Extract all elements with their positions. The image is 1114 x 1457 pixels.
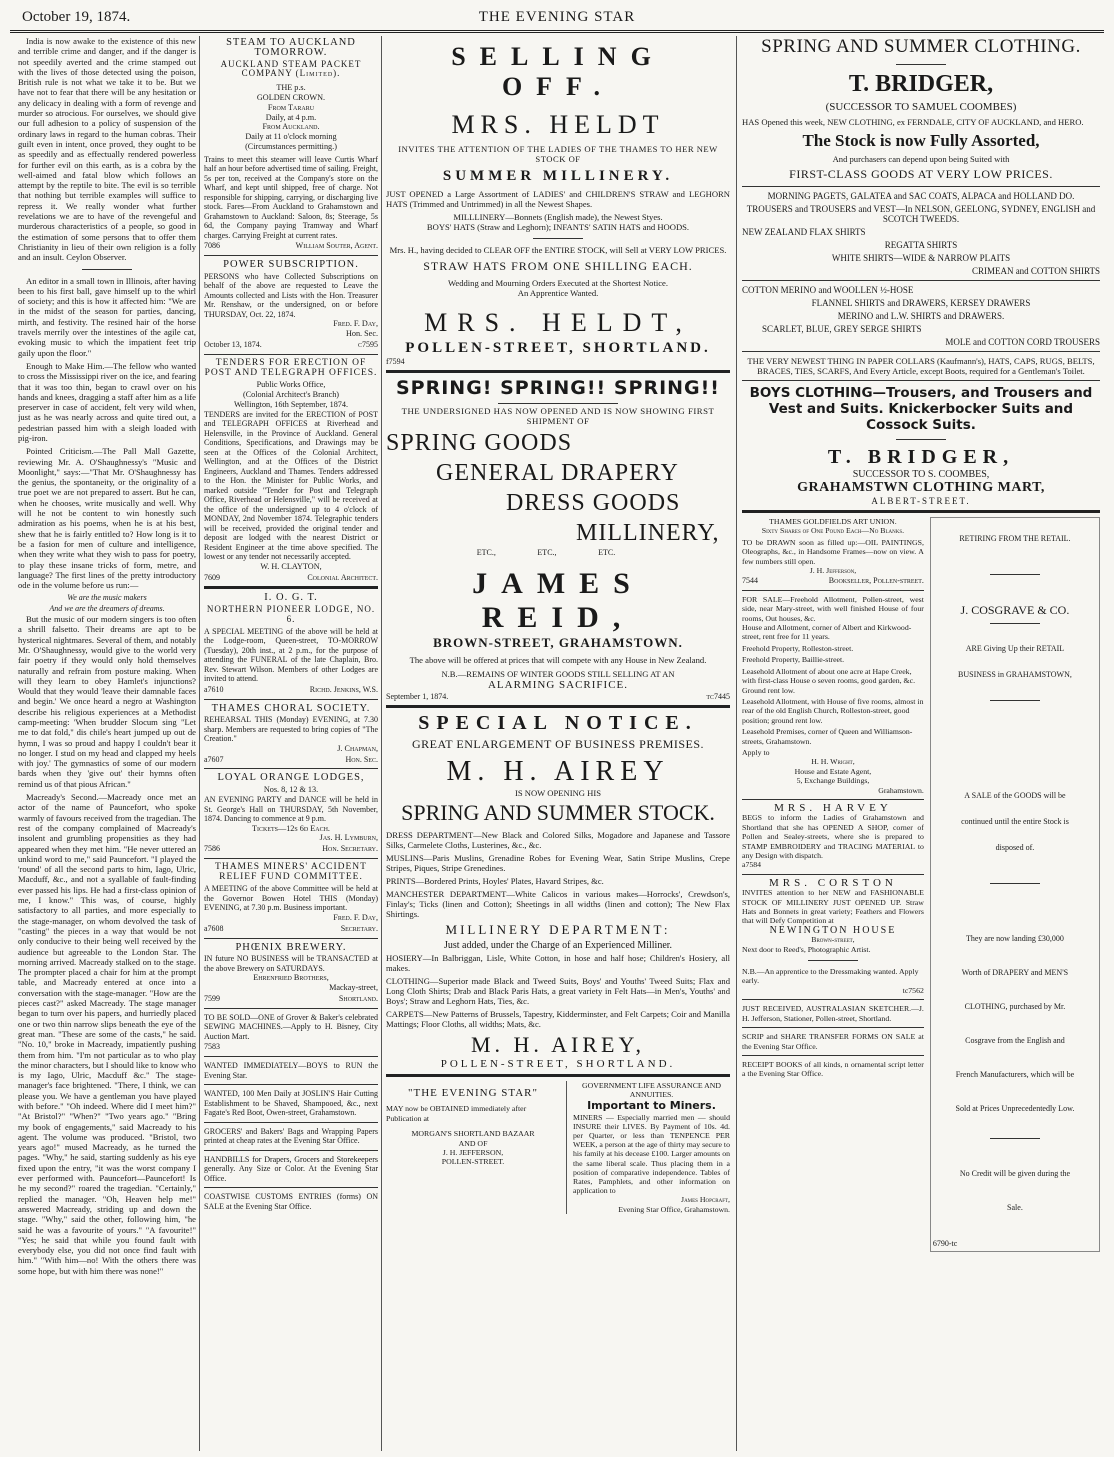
divider — [742, 799, 924, 800]
department-line: PRINTS—Bordered Prints, Hoyles' Plates, Havard Stripes, &c. — [386, 876, 604, 886]
shop-address: Brown-street, — [811, 935, 855, 945]
ad-place: Public Works Office, — [256, 380, 326, 390]
ad-title: TENDERS FOR ERECTION OF POST AND TELEGRAPH OFFICES. — [204, 357, 378, 378]
divider — [386, 370, 730, 373]
divider — [204, 354, 378, 355]
signature: James Hopcraft, — [681, 1195, 730, 1205]
ad-grocers: GROCERS' and Bakers' Bags and Wrapping Papers printed at cheap rates at the Evening Star Office. — [204, 1126, 378, 1146]
column-divider — [736, 36, 737, 1451]
ad-text: INVITES attention to her NEW and FASHIONABLE STOCK OF MILLINERY JUST OPENED UP. Straw Hats and Bonnets in great variety; Feathers and Flowers that will Defy Competition at — [742, 888, 924, 926]
agent-name: J. H. JEFFERSON, — [442, 1148, 504, 1158]
ad-headline: "THE EVENING STAR" — [408, 1087, 538, 1099]
sale-item: Leasehold Allotment, with House of five rooms, almost in rear of the old English Church, Rolleston-street, good position; ground rent low. — [742, 696, 924, 725]
ad-title: I. O. G. T. — [264, 592, 318, 604]
ad-text: MINERS — Especially married men — should INSURE their LIVES. By Payment of 10s. 4d. per Quarter, or less than TENPENCE PER WEEK, a person at the age of thirty may secure to his family at his decease £100. Larger amounts on the same liberal scale. Thus placing them in a position of comparative independence. Tables of Rates, Pamphlets, and other information on application to — [573, 1112, 730, 1196]
schedule: Daily, at 4 p.m. — [265, 112, 317, 122]
sale-item: House and Allotment, corner of Albert and Kirkwood-street, rent free for 11 years. — [742, 623, 912, 642]
ad-body: IN future NO BUSINESS will be TRANSACTED at the above Brewery on SATURDAYS. — [204, 954, 378, 973]
ad-place: (Colonial Architect's Branch) — [242, 390, 340, 400]
divider — [82, 269, 132, 270]
department-line: CARPETS—New Patterns of Brussels, Tapestry, Kidderminster, and Felt Carpets; Coir and Manilla Mattings; Floor Cloths, all widths; Mats, &c. — [386, 1009, 730, 1029]
divider — [742, 1055, 924, 1056]
ad-number: a7607 — [204, 754, 224, 764]
ad-receipt: RECEIPT BOOKS of all kinds, n ornamental script letter a the Evening Star Office. — [742, 1059, 924, 1079]
ship-name: GOLDEN CROWN. — [256, 92, 326, 102]
shop-name: NEWINGTON HOUSE — [769, 924, 897, 936]
stock-line: COTTON MERINO and WOOLLEN ½-HOSE — [742, 285, 914, 295]
column-news — [18, 36, 196, 1453]
ad-number: 7086 — [204, 241, 220, 251]
advertiser-address: ALBERT-STREET. — [871, 496, 971, 506]
issue-date: October 19, 1874. — [22, 9, 131, 25]
agent-name: MORGAN'S SHORTLAND BAZAAR — [411, 1129, 535, 1139]
ad-evening-star — [386, 1081, 566, 1214]
agent-address: POLLEN-STREET. — [441, 1157, 505, 1167]
ad-text: They are now landing £30,000 — [965, 934, 1064, 943]
column-notices — [204, 36, 378, 1453]
ad-text: FOR SALE—Freehold Allotment, Pollen-street, west side, near Mary-street, with well finished House of four rooms, Out houses, &c. — [742, 594, 924, 623]
small-ads — [742, 517, 930, 1252]
signature-role: Hon. Sec. — [345, 754, 378, 764]
column-divider — [381, 36, 382, 1451]
ad-headline: SELLING OFF. — [451, 42, 665, 101]
goods-line: SPRING GOODS — [386, 430, 573, 456]
signature: J. H. Jefferson, — [809, 566, 857, 576]
ad-body: AN EVENING PARTY and DANCE will be held in St. George's Hall on THURSDAY, 5th November, 1874. Dancing to commence at 9 p.m. — [204, 795, 378, 823]
divider — [204, 699, 378, 700]
divider — [808, 960, 858, 961]
ad-text: MAY now be OBTAINED immediately after Publication at — [386, 1104, 527, 1123]
ad-body: PERSONS who have Collected Subscriptions on behalf of the above are requested to Leave the Amounts collected and Lists with the Hon. Treasurer Mr. Renshaw, or the undersigned, on or before THURSDAY, Oct. 22, 1874. — [204, 271, 378, 319]
divider — [204, 1122, 378, 1123]
ad-number: tc7562 — [902, 985, 924, 995]
ad-text: IS NOW OPENING HIS — [514, 788, 602, 798]
divider — [896, 64, 946, 65]
stock-line: WHITE SHIRTS—WIDE & NARROW PLAITS — [831, 253, 1011, 263]
department-line: DRESS DEPARTMENT—New Black and Colored Silks, Mogadore and Japanese and Tassore Silks, Carmelete Cloths, Lusterines, &c., &c. — [386, 830, 730, 850]
ad-body: Trains to meet this steamer will leave Curtis Wharf half an hour before advertised time of sailing. Freight, 5s per ton, received at the Company's store on the Wharf, and kept until shipped, free of charge. Not responsible for shipping, carrying, or discharging live stock. Fares—From Auckland to Grahamstown and Grahamstown to Auckland: Saloon, 8s; Steerage, 5s 6d, the Company paying Tramway and Wharf charges. Carrying Freight at current rates. — [204, 154, 378, 240]
ad-scrip: SCRIP and SHARE TRANSFER FORMS ON SALE at the Evening Star Office. — [742, 1032, 924, 1051]
ad-title: PHŒNIX BREWERY. — [235, 941, 347, 953]
ad-tenders — [204, 359, 378, 583]
ad-subtitle: NORTHERN PIONEER LODGE, NO. 6. — [206, 604, 376, 624]
ad-text: THE UNDERSIGNED HAS NOW OPENED AND IS NOW SHOWING FIRST SHIPMENT OF — [401, 406, 715, 426]
signature-role: Hon. Sec. — [345, 329, 378, 339]
ad-heldt — [386, 42, 730, 366]
divider — [896, 439, 946, 440]
ad-headline: SPRING! SPRING!! SPRING!! — [396, 377, 720, 399]
sale-list — [742, 623, 924, 746]
divider — [498, 403, 618, 404]
ad-number: 6790-tc — [932, 1239, 958, 1248]
poem-line: And we are the dreamers of dreams. — [49, 603, 165, 613]
ad-number: tc7445 — [706, 692, 730, 701]
ad-cosgrave — [930, 517, 1100, 1252]
article-enough: Enough to Make Him.—The fellow who wanted to cross the Mississippi river on the ice, and fearing that it was too thin, began to crawl over on his hands and knees, dragging a staff after him as a life preserver in case of accident, felt very wild when, just as he was nearly across and quite tired out, a pedestrian passed him with a sleigh loaded with pig-iron. — [18, 360, 196, 443]
ad-headline: RETIRING FROM THE RETAIL. — [959, 534, 1071, 543]
divider — [204, 858, 378, 859]
ad-number: 7583 — [204, 1042, 220, 1052]
divider — [204, 768, 378, 769]
stock-line: MOLE and COTTON CORD TROUSERS — [945, 337, 1100, 347]
ad-number: 7609 — [204, 572, 220, 582]
advertiser-name: T. BRIDGER, — [848, 71, 994, 97]
ad-subheadline: BOYS CLOTHING—Trousers, and Trousers and Vest and Suits. Knickerbocker Suits and Cossock Suits. — [749, 385, 1093, 433]
ad-text: HAS Opened this week, NEW CLOTHING, ex FERNDALE, CITY OF AUCKLAND, and HERO. — [742, 117, 1084, 127]
ad-number: c7595 — [357, 339, 378, 349]
advertiser-name: T. BRIDGER, — [827, 446, 1015, 468]
newspaper-title: THE EVENING STAR — [478, 9, 636, 25]
ad-subheadline: ALARMING SACRIFICE. — [487, 679, 628, 691]
company-name: AUCKLAND STEAM PACKET COMPANY (Limited). — [220, 58, 362, 79]
column-divider — [199, 36, 200, 1451]
ad-body: TENDERS are invited for the ERECTION of POST and TELEGRAPH OFFICES at Riverhead and Helensville, in the Province of Auckland. General Conditions, Specifications, and Drawings may be seen at the Offices of the Colonial Architect, Wellington, and at the Offices of the District Engineers, Auckland and Thames. Tenders addressed to the Hon. the Minister for Public Works, and marked outside "Tender for Post and Telegraph Office, Riverhead or Helensville," will be received at the office of the undersigned up to 4 o'clock of MONDAY, 2nd November 1874. Telegraphic tenders will be received, provided the original tender and deposit are lodged with the nearest District or Resident Engineer at the time above specified. The lowest or any tender not necessarily accepted. — [204, 409, 378, 562]
ad-body: A SPECIAL MEETING of the above will be held at the Lodge-room, Queen-street, TO-MORROW (Tuesday), 20th inst., at 2 p.m., for the purpose of attending the FUNERAL of the late Chaplain, Bro. Rev. Stewart Wilson. Members of other Lodges are invited to attend. — [204, 626, 378, 684]
ad-text: Just added, under the Charge of an Experienced Milliner. — [443, 940, 673, 951]
ad-text: THE VERY NEWEST THING IN PAPER COLLARS (Kaufmann's), HATS, CAPS, RUGS, BELTS, BRACES, TIES, SCARFS, And Every Article, except Boots, required for a Gentleman's Toilet. — [747, 356, 1095, 376]
article-criticism: Pointed Criticism.—The Pall Mall Gazette, reviewing Mr. A. O'Shaughnessy's "Music and Moonlight," says:—"That Mr. O'Shaughnessy has the genius, the spontaneity, or the originality of a true poet we are not prepared to assert. But he can, when he chooses, write musically and well. Why will he not be content to win honestly such admiration as his poems, when he is at his best, shew that he is fairly entitled to? How long is it to be a fasion for men of culture and intelligence, when they write what they wish to pass for poetry, to play these insane tricks of form, metre, and language? The first lines of the pretty introductory ode in the volume before us run:— — [18, 446, 196, 591]
divider — [742, 1027, 924, 1028]
ad-body: A MEETING of the above Committee will be held at the Governor Bowen Hotel THIS (Monday) EVENING, at 7.30 p.m. Business important. — [204, 884, 378, 913]
ad-title: GOVERNMENT LIFE ASSURANCE AND ANNUITIES. — [581, 1081, 722, 1100]
ad-miners-relief — [204, 863, 378, 934]
stock-line: NEW ZEALAND FLAX SHIRTS — [742, 227, 866, 237]
advertiser-address: POLLEN-STREET, SHORTLAND. — [405, 340, 711, 356]
stock-line: CRIMEAN and COTTON SHIRTS — [971, 266, 1100, 276]
ad-text: JUST OPENED a Large Assortment of LADIES' and CHILDREN'S STRAW and LEGHORN HATS (Trimmed and Untrimmed) in all the Newest Shapes. — [386, 189, 730, 209]
ad-text: Sold at Prices Unprecedentedly Low. — [955, 1104, 1075, 1113]
ad-text: Sale. — [1007, 1203, 1023, 1212]
ad-choral — [204, 704, 378, 765]
signature-role: House and Estate Agent, — [794, 766, 872, 776]
signature: H. H. Wright, — [811, 757, 855, 767]
signature-role: Hon. Secretary. — [322, 844, 378, 854]
ad-wanted-boys: WANTED IMMEDIATELY—BOYS to RUN the Evening Star. — [204, 1061, 378, 1080]
stock-line: FLANNEL SHIRTS and DRAWERS, KERSEY DRAWERS — [811, 298, 1031, 308]
ad-text: And purchasers can depend upon being Suited with — [832, 154, 1010, 164]
ad-phoenix — [204, 943, 378, 1004]
shop-address: Next door to Reed's, Photographic Artist. — [742, 944, 871, 954]
department-heading: MILLINERY DEPARTMENT: — [445, 922, 671, 937]
ad-number: 7599 — [204, 993, 220, 1003]
ad-text: The above will be offered at prices that will compete with any House in New Zealand. — [409, 655, 707, 665]
stock-line: MERINO and L.W. SHIRTS and DRAWERS. — [837, 311, 1005, 321]
ad-text: Worth of DRAPERY and MEN'S — [961, 968, 1069, 977]
ad-james-reid — [386, 377, 730, 701]
poem-line: We are the music makers — [67, 593, 147, 603]
ad-text: No Credit will be given during the — [959, 1169, 1071, 1178]
ad-text: Apply to — [742, 747, 770, 757]
sale-item: Freehold Property, Baillie-street. — [742, 655, 845, 665]
ad-power — [204, 260, 378, 350]
ad-headline: Important to Miners. — [587, 1099, 716, 1113]
divider — [204, 938, 378, 939]
divider — [742, 380, 1100, 381]
advertiser-name: JAMES REID, — [472, 567, 644, 634]
signature-address: Evening Star Office, Grahamstown. — [618, 1204, 730, 1214]
ad-date: September 1, 1874. — [386, 692, 449, 701]
article-editor: An editor in a small town in Illinois, after having been to his first ball, gave himself up to the whirl of society; and this is how it affected him: "We are in the midst of the season for parties, dancing, mirth, and festivity. The resined hair of the horse travels merrily over the intestines of the agile cat, evoking music to which the impatient feet trip gaily upon the floor." — [18, 275, 196, 358]
ad-text: TO be DRAWN soon as filled up:—OIL PAINTINGS, Oleographs, &c., in Handsome Frames—now on view. A few numbers still open. — [742, 537, 924, 566]
ad-number: 7586 — [204, 844, 220, 854]
ad-title: POWER SUBSCRIPTION. — [223, 259, 359, 271]
signature: W. H. CLAYTON, — [260, 561, 322, 571]
ad-title: MRS. HARVEY — [774, 801, 892, 814]
divider — [742, 999, 924, 1000]
ad-title: LOYAL ORANGE LODGES, — [217, 772, 365, 784]
ad-text: MILLLINERY—Bonnets (English made), the Newest Styes. — [453, 212, 663, 222]
signature-role: Colonial Architect. — [307, 572, 378, 582]
ship-label: THE p.s. — [276, 83, 306, 93]
ad-title: MRS. CORSTON — [769, 876, 897, 889]
ad-text: AND OF — [458, 1138, 488, 1148]
ad-number: a7608 — [204, 923, 224, 933]
signature: William Souter, Agent. — [295, 241, 378, 251]
ad-date: October 13, 1874. — [204, 339, 262, 349]
ad-text: BOYS' HATS (Straw and Leghorn); INFANTS' SATIN HATS and HOODS. — [426, 222, 690, 232]
divider — [386, 705, 730, 708]
ad-text: disposed of. — [995, 843, 1035, 852]
advertiser-name: MRS. HELDT, — [424, 308, 692, 337]
divider — [742, 186, 1100, 187]
bottom-split — [742, 517, 1100, 1252]
etc-label: ETC., — [537, 548, 557, 557]
goods-line: GENERAL DRAPERY — [436, 460, 679, 486]
signature: Fred. F. Day, — [333, 912, 378, 922]
bottom-split — [386, 1081, 730, 1214]
signature: Richd. Jenkins, W.S. — [309, 684, 378, 694]
ad-place: Wellington, 16th September, 1874. — [233, 399, 349, 409]
ad-title: THAMES CHORAL SOCIETY. — [211, 702, 371, 714]
signature-address: Mackay-street, — [329, 983, 378, 993]
signature: Ehrenfried Brothers, — [253, 973, 329, 983]
ad-text: French Manufacturers, which will be — [955, 1070, 1075, 1079]
ad-text: Cosgrave from the English and — [965, 1036, 1065, 1045]
ad-government-life — [566, 1081, 730, 1214]
divider — [204, 1008, 378, 1009]
masthead — [0, 0, 1114, 34]
department-line: CLOTHING—Superior made Black and Tweed Suits, Boys' and Youths' Tweed Suits; Flax and Long Cloth Shirts; Drab and Black Paris Hats, a great variety in Felt Hats—in Men's, Youths' and Boys'; Straw and Leghorn Hats, Ties, &c. — [386, 976, 730, 1006]
ad-number: a7610 — [204, 684, 224, 694]
ad-coastwise: COASTWISE CUSTOMS ENTRIES (forms) ON SALE at the Evening Star Office. — [204, 1192, 378, 1211]
stock-line: SCARLET, BLUE, GREY SERGE SHIRTS — [762, 324, 922, 334]
ad-headline: SPRING AND SUMMER CLOTHING. — [761, 36, 1081, 57]
divider — [533, 238, 583, 239]
ad-sewing-machine: TO BE SOLD—ONE of Grover & Baker's celebrated SEWING MACHINES.—Apply to H. Bisney, City Auction Mart. — [204, 1012, 378, 1041]
stock-line: REGATTA SHIRTS — [884, 240, 958, 250]
etc-label: ETC. — [598, 548, 616, 557]
divider — [742, 351, 1100, 352]
divider — [990, 574, 1040, 575]
ad-bridger — [742, 36, 1100, 506]
route: From Tararu — [267, 102, 315, 112]
goods-line: MILLINERY, — [576, 520, 720, 546]
sale-item: Freehold Property, Rolleston-street. — [742, 643, 854, 653]
ad-text: BEGS to inform the Ladies of Grahamstown and Shortland that she has OPENED A SHOP, corner of Pollen and Sealey-streets, where she is prepared to STAMP EMBROIDERY and TRACING MATERIAL to any Design with dispatch. — [742, 813, 924, 860]
divider — [742, 280, 1100, 281]
ad-text: Mrs. H., having decided to CLEAR OFF the ENTIRE STOCK, will Sell at VERY LOW PRICES. — [389, 245, 727, 255]
article-macready: Macready's Second.—Macready once met an actor of the name of Pauncefort, who spoke warmly of favours received from the tragedian. The rest of the company complained of Macready's insolent and grumbling propensities as they had appeared when they met him. "He never uttered an unkind word to me," said Pauncefort. "I played the 'round' of all the second parts to him, Iago, Ulric, Macduff, &c., and not a syallable of fault-finding ever passed his lips. He had a first-class opinion of me, I know." This was, of course, highly satisfactory to all parties, and more especially to the stage-manager, on whom devolved the task of "casting" the pieces in a way that would be not only conducive to their being well received by the audience but agreeable to the London Star. The morning arrived. Macready stalked on to the stage. The prompter placed a chair for him at the prompt table, and Macready entered at once into a conversation with the stage-manager. "How are the pieces cast?" asked Macready. The stage manager began to turn over his papers, and hurriedly placed one or two thin narrow slips beneath the eye of the great man. "These are some of the casts," he said. "No. 10," broke in Macready, impatiently pushing them from him. "I'm not particular as to who play the minor characters, but I should like to know who is my Iago, Ulric, Macduff &c." The stage-manager's face brightened. "There, I think, we can please you. We have a gentleman you have played with before." "Oh indeed. Where did I meet him?" "At Bristol?" "When?" "Two years ago." "Bring my book of engagements," said Macready to his agent. The volume was produced. "Bristol, two years ago!" mused Macready, as he turned the pages. "Why," he said, starting suddenly as his eye fixed upon the entry, "it was the worst company I ever performed with. Pauncefort—Pauncefort! Is he my second?" roared the tragedian. "Certainly," replied the manager. "Oh, Heaven help me!" answered Macready, striding up and down the stage. "Why," said the other, following him, "he said he was a favourite of yours." "A favourite!" "Yes; he said that while you found fault with everybody else, you did not once find fault with him." "With him—no! With the others there was some hope, but with him there was none!" — [18, 792, 196, 1276]
ad-subtitle: Nos. 8, 12 & 13. — [263, 785, 319, 795]
ad-text: N.B.—An apprentice to the Dressmaking wanted. Apply early. — [742, 967, 919, 986]
successor-line: (SUCCESSOR TO SAMUEL COOMBES) — [825, 101, 1017, 113]
advertiser-name: MRS. HELDT — [451, 110, 665, 139]
ad-subtitle: Sixty Shares of One Pound Each—No Blanks. — [761, 526, 905, 536]
ad-text: Wedding and Mourning Orders Executed at the Shortest Notice. — [447, 278, 669, 288]
signature-role: Secretary. — [340, 923, 378, 933]
ad-number: a7584 — [742, 860, 762, 870]
ad-number: 7544 — [742, 576, 758, 586]
signature-role: Bookseller, Pollen-street. — [828, 576, 924, 586]
department-line: MANCHESTER DEPARTMENT—White Calicos in various makes—Horrocks', Crewdson's, Finlay's; Ticks (linen and Cotton); Sheetings in all widths (linen and cotton); The New Flax Shirtings. — [386, 889, 730, 919]
ad-joslin: WANTED, 100 Men Daily at JOSLIN'S Hair Cutting Establishment to be Shaved, Shampooed, &c., next Fagate's Red Boot, Owen-street, Grahamstown. — [204, 1089, 378, 1118]
advertiser-name: M. H. AIREY — [446, 756, 670, 787]
ad-text: An Apprentice Wanted. — [517, 288, 599, 298]
schedule: Daily at 11 o'clock morning — [245, 132, 337, 142]
divider — [990, 1138, 1040, 1139]
masthead-rule — [10, 30, 1104, 33]
article-criticism-cont: But the music of our modern singers is too often a shrill falsetto. Their dreams are apt to be hysterical nightmares. Several of them, and notably Mr. O'Shaughnessy, would give to the world very fair poetry if they would only hold themselves naturally and refrain from posture making. When will they learn to obey Hamlet's injunctions? Would that they would 'leave their damnable faces and begin.' We once heard a negro at Washington describe his religious experiences at a Methodist camp-meeting: 'When brudder Slocum sing "Let me to dat fold," dis chile's heart jumped up out de hymn, I was so proud and happy I couldn't bear it no longer. I stud on my head and clapped my heels with joy.' The gymnastics of some of our modern bards when they 'give out' their hymns often remind us of that pious African." — [18, 614, 196, 789]
sale-item: Leasehold Allotment of about one acre at Hape Creek, with first-class House o seven rooms, good garden, &c. Ground rent low. — [742, 666, 916, 695]
successor-line: SUCCESSOR TO S. COOMBES, — [852, 469, 990, 480]
advertiser-address: POLLEN-STREET, SHORTLAND. — [440, 1058, 676, 1070]
signature-address: Shortland. — [338, 993, 378, 1003]
department-line: MUSLINS—Paris Muslins, Grenadine Robes for Evening Wear, Satin Stripe Muslins, Crepe Stripes, Piques, Stripe Grenedines. — [386, 853, 730, 873]
ad-subheadline: The Stock is now Fully Assorted, — [802, 131, 1040, 150]
advertiser-address: GRAHAMSTWN CLOTHING MART, — [797, 480, 1045, 495]
divider — [990, 623, 1040, 624]
advertiser-name: J. COSGRAVE & CO. — [960, 603, 1070, 617]
ad-subheadline: SPRING AND SUMMER STOCK. — [401, 800, 715, 825]
ad-title: STEAM TO AUCKLAND TOMORROW. — [226, 37, 356, 58]
signature: Jas. H. Lymburn, — [319, 833, 378, 843]
advertiser-name: M. H. AIREY, — [470, 1032, 646, 1057]
divider — [204, 1150, 378, 1151]
column-drapery-ads — [386, 36, 730, 1453]
column-clothing-ads — [742, 36, 1100, 1453]
ad-text: INVITES THE ATTENTION OF THE LADIES OF THE THAMES TO HER NEW STOCK OF — [398, 144, 718, 164]
divider — [204, 1084, 378, 1085]
sale-item: Leasehold Premises, corner of Queen and Williamson-streets, Grahamstown. — [742, 727, 913, 746]
divider — [742, 590, 924, 591]
stock-line: TROUSERS and TROUSERS and VEST—In NELSON, GEELONG, SYDNEY, ENGLISH and SCOTCH TWEEDS. — [746, 204, 1096, 224]
ad-orange — [204, 773, 378, 853]
article-cobras: India is now awake to the existence of this new and terrible crime and danger, and if the danger is not speedily averted and the crime stamped out with the lives of those detected using the poison, British rule is not what we take it to be. But we have not to fear that there will be any hesitation or any delicacy in dealing with a form of revenge and murder so atrocious. For ourselves, we should give our full adhesion to a policy of suspension of the ordinary laws in regard to the human cobras. Their guilt even in intent, once proved, they ought to be as speedily and as effectually rendered powerless for further evil on this earth, as is a cobra by the well-aimed and fatal blow which follows an attempt by the reptile to bite. The evil is so terrible that nothing but terrible examples will suffice to repress it. We really wonder what further revelations we are to have of the revengeful and murderous characteristics of a people, so good in the estimation of some persons that to offer them Christianity in lieu of their own religion is a folly and an insult. Ceylon Observer. — [18, 36, 196, 263]
ad-number: f7594 — [386, 357, 405, 366]
ad-title: THAMES GOLDFIELDS ART UNION. — [769, 517, 897, 526]
ad-handbills: HANDBILLS for Drapers, Grocers and Storekeepers generally. Any Size or Color. At the Evening Star Office. — [204, 1154, 378, 1183]
stock-line: MORNING PAGETS, GALATEA and SAC COATS, ALPACA and HOLLAND DO. — [767, 191, 1075, 201]
ad-text: N.B.—REMAINS OF WINTER GOODS STILL SELLING AT AN — [441, 669, 675, 679]
divider — [204, 1056, 378, 1057]
ad-iogt — [204, 593, 378, 694]
department-line: HOSIERY—In Balbriggan, Lisle, White Cotton, in hose and half hose; Children's Hosiery, all makes. — [386, 953, 730, 973]
signature-address: 5, Exchange Buildings, — [796, 776, 870, 786]
divider — [742, 510, 1100, 513]
ad-text: A SALE of the GOODS will be — [964, 791, 1066, 800]
ad-headline: SPECIAL NOTICE. — [418, 712, 698, 734]
ad-airey — [386, 712, 730, 1070]
ad-steam — [204, 38, 378, 251]
divider — [204, 586, 378, 589]
ad-body: REHEARSAL THIS (Monday) EVENING, at 7.30 sharp. Members are requested to bring copies of "The Creation." — [204, 715, 378, 744]
schedule-note: (Circumstances permitting.) — [245, 141, 337, 151]
ad-title: THAMES MINERS' ACCIDENT RELIEF FUND COMMITTEE. — [215, 861, 367, 882]
advertiser-address: BROWN-STREET, GRAHAMSTOWN. — [433, 635, 683, 650]
ad-text: CLOTHING, purchased by Mr. — [964, 1002, 1066, 1011]
tickets: Tickets—12s 6d Each. — [252, 823, 330, 833]
ad-subheadline: STRAW HATS FROM ONE SHILLING EACH. — [423, 259, 693, 273]
signature: J. Chapman, — [337, 743, 378, 753]
ad-subheadline: FIRST-CLASS GOODS AT VERY LOW PRICES. — [789, 167, 1053, 181]
signature: Fred. F. Day, — [333, 319, 378, 329]
divider — [386, 1074, 730, 1077]
ad-text: continued until the entire Stock is — [961, 817, 1069, 826]
etc-label: ETC., — [476, 548, 496, 557]
divider — [204, 255, 378, 256]
divider — [990, 883, 1040, 884]
ad-text: ARE Giving Up their RETAIL — [965, 644, 1065, 653]
signature-address: Grahamstown. — [878, 785, 924, 795]
goods-line: DRESS GOODS — [506, 490, 681, 516]
divider — [742, 874, 924, 875]
route: From Auckland. — [262, 122, 320, 132]
ad-subheadline: SUMMER MILLINERY. — [442, 168, 674, 184]
divider — [990, 700, 1040, 701]
ad-sketcher: JUST RECEIVED, AUSTRALASIAN SKETCHER.—J. H. Jefferson, Stationer, Pollen-street, Shortland. — [742, 1004, 924, 1023]
divider — [204, 1187, 378, 1188]
ad-text: BUSINESS in GRAHAMSTOWN, — [958, 670, 1072, 679]
ad-subheadline: GREAT ENLARGEMENT OF BUSINESS PREMISES. — [411, 737, 705, 751]
